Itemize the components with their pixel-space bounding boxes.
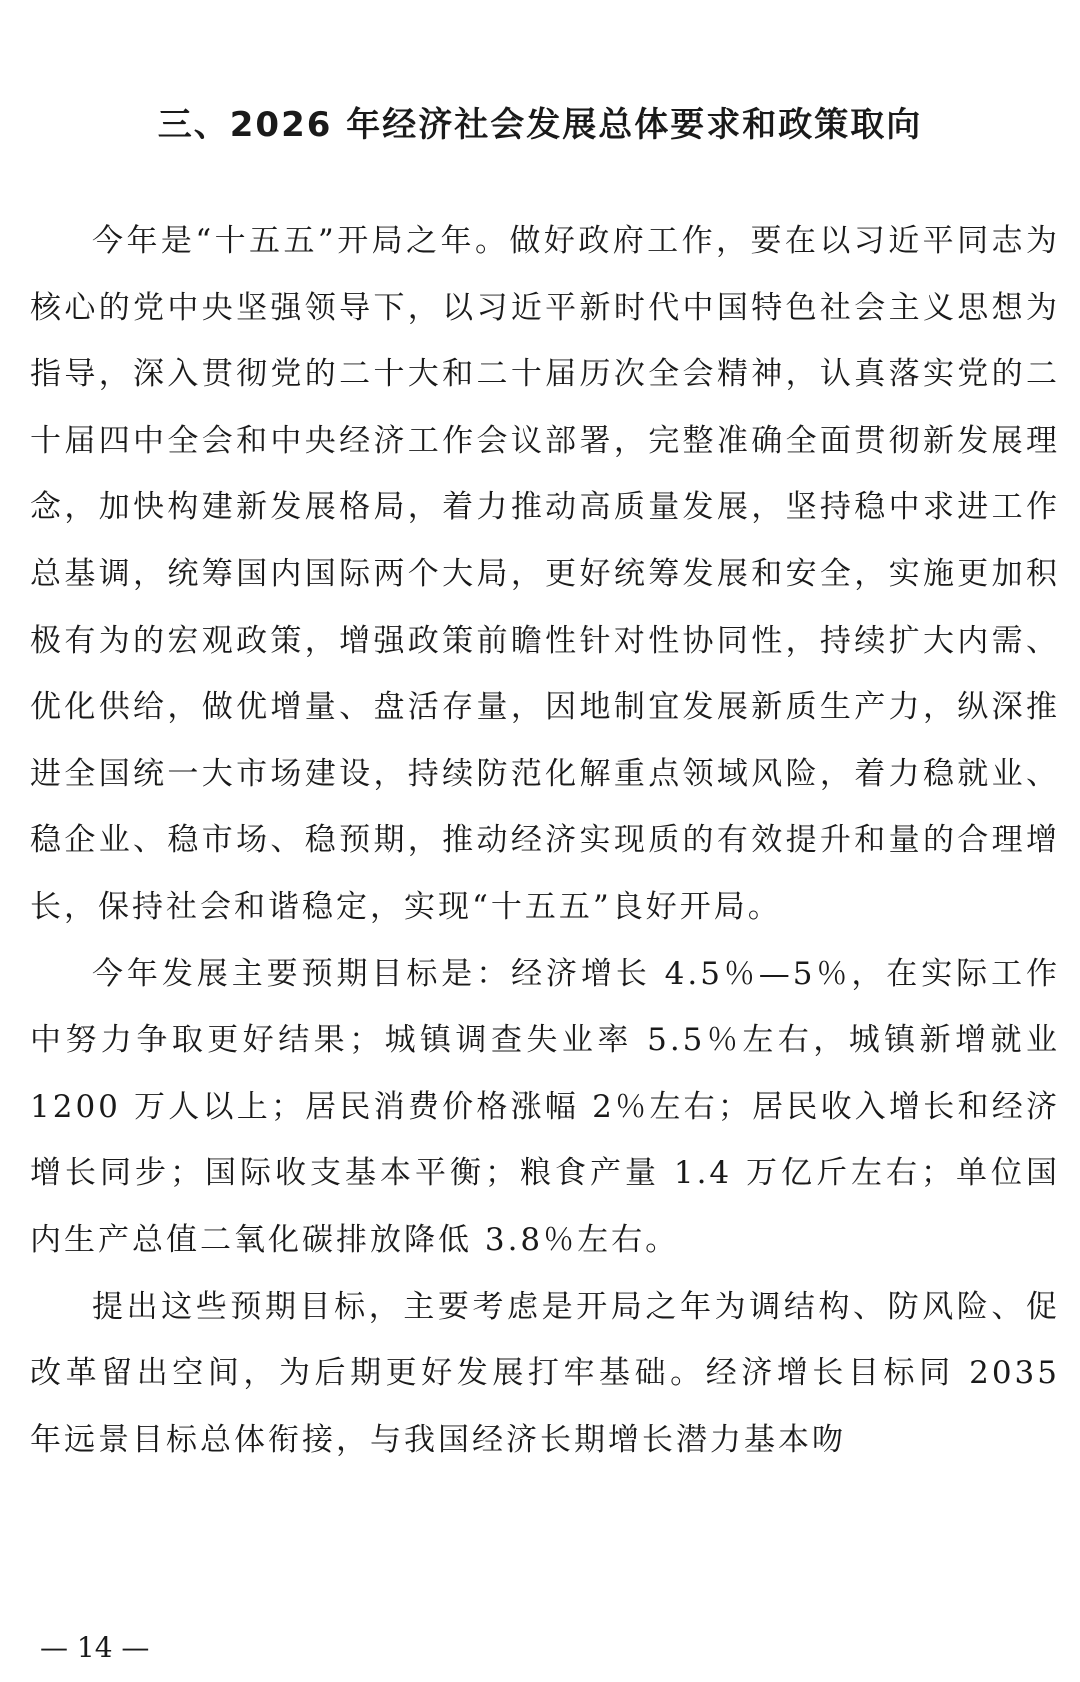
paragraph-development-targets: 今年发展主要预期目标是：经济增长 4.5％—5％，在实际工作中努力争取更好结果；城镇调查失业率 5.5％左右，城镇新增就业 1200 万人以上；居民消费价格涨幅 2％左右；居民收入增长和经济增长同步；国际收支基本平衡；粮食产量 1.4 万亿斤左右；单位国内生产总值二氧化碳排放降低 3.8％左右。 <box>30 955 1060 1258</box>
paragraph-target-considerations: 提出这些预期目标，主要考虑是开局之年为调结构、防风险、促改革留出空间，为后期更好发展打牢基础。经济增长目标同 2035 年远景目标总体衔接，与我国经济长期增长潜力基本吻 <box>30 1288 1060 1458</box>
body-text <box>30 208 1060 1473</box>
section-heading: 三、2026 年经济社会发展总体要求和政策取向 <box>157 105 923 145</box>
paragraph-overall-requirements: 今年是“十五五”开局之年。做好政府工作，要在以习近平同志为核心的党中央坚强领导下，以习近平新时代中国特色社会主义思想为指导，深入贯彻党的二十大和二十届历次全会精神，认真落实党的二十届四中全会和中央经济工作会议部署，完整准确全面贯彻新发展理念，加快构建新发展格局，着力推动高质量发展，坚持稳中求进工作总基调，统筹国内国际两个大局，更好统筹发展和安全，实施更加积极有为的宏观政策，增强政策前瞻性针对性协同性，持续扩大内需、优化供给，做优增量、盘活存量，因地制宜发展新质生产力，纵深推进全国统一大市场建设，持续防范化解重点领域风险，着力稳就业、稳企业、稳市场、稳预期，推动经济实现质的有效提升和量的合理增长，保持社会和谐稳定，实现“十五五”良好开局。 <box>30 223 1060 925</box>
page-number: — 14 — <box>40 1631 150 1664</box>
